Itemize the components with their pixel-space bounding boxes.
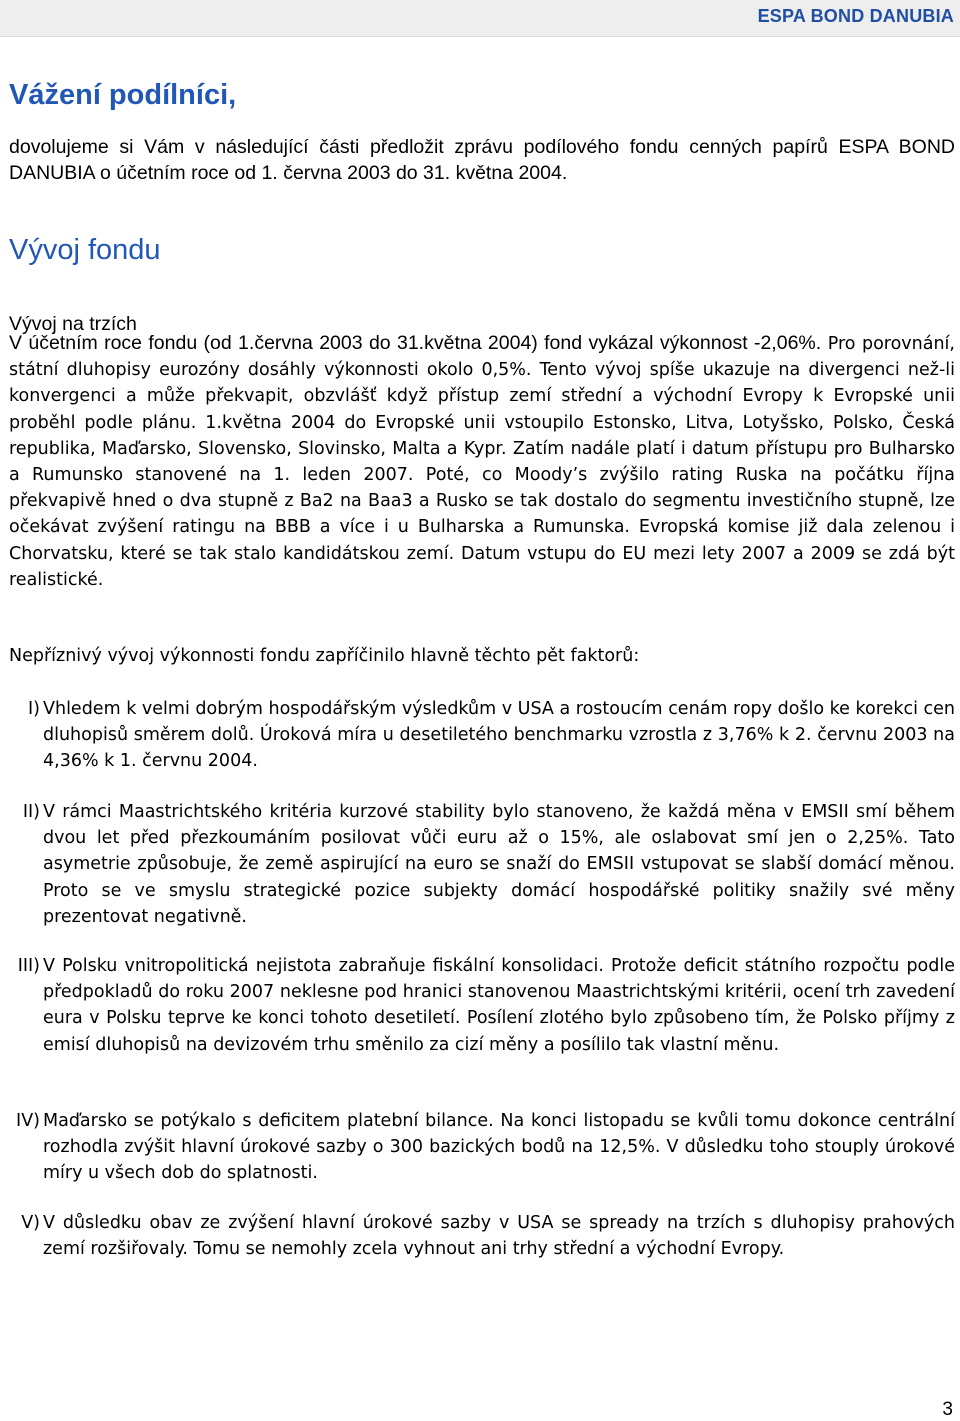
market-paragraph: [9, 330, 955, 593]
list-item-text: V rámci Maastrichtského kritéria kurzové stability bylo stanoveno, že každá měna v EMSII smí během dvou let před přezkoumáním posilovat vůči euru až o 15%, ale oslabovat smí jen o 2,25%. Tato asymetrie způsobuje, že země aspirující na euro se snaží do EMSII vstupovat se slabší domácí měnou. Proto se ve smyslu strategické pozice subjekty domácí hospodářské politiky snažily své měny prezentovat negativně.: [43, 802, 955, 927]
paragraph-rest: Pro porovnání, státní dluhopisy eurozóny dosáhly výkonnosti okolo 0,5%. Tento vývoj spíše ukazuje na divergenci než-li konvergenci a může překvapit, obzvlášť když přístup zemí střední a východní Evropy k Evropské unii proběhl podle plánu. 1.května 2004 do Evropské unii vstoupilo Estonsko, Litva, Lotyšsko, Polsko, Česká republika, Maďarsko, Slovensko, Slovinsko, Malta a Kypr. Zatím nadále platí i datum přístupu pro Bulharsko a Rumunsko stanovené na 1. leden 2007. Poté, co Moody’s zvýšilo rating Ruska na počátku října překvapivě hned o dva stupně z Ba2 na Baa3 a Rusko se tak dostalo do segmentu investičního stupně, lze očekávat zvýšení ratingu na BBB a více i u Bulharska a Rumunska. Evropská komise již dala zelenou i Chorvatsku, které se tak stalo kandidátskou zemí. Datum vstupu do EU mezi lety 2007 a 2009 se zdá být realistické.: [9, 334, 955, 590]
list-item-number: III): [17, 956, 40, 976]
list-item-text: Maďarsko se potýkalo s deficitem platební bilance. Na konci listopadu se kvůli tomu dokonce centrální rozhodla zvýšit hlavní úrokové sazby o 300 bazických bodů na 12,5%. V důsledku toho stouply úrokové míry u všech dob do splatnosti.: [43, 1111, 955, 1184]
list-item-text: V důsledku obav ze zvýšení hlavní úrokové sazby v USA se spready na trzích s dluhopisy prahových zemí rozšiřovaly. Tomu se nemohly zcela vyhnout ani trhy střední a východní Evropy.: [43, 1213, 955, 1260]
section-title: Vývoj fondu: [9, 234, 161, 266]
page-number: 3: [942, 1399, 953, 1420]
subsection-title: Vývoj na trzích: [9, 313, 137, 335]
list-item-number: IV): [16, 1111, 40, 1131]
factors-intro: Nepříznivý vývoj výkonnosti fondu zapříčinilo hlavně těchto pět faktorů:: [9, 646, 640, 666]
list-item-text: Vhledem k velmi dobrým hospodářským výsledkům v USA a rostoucím cenám ropy došlo ke korekci cen dluhopisů směrem dolů. Úroková míra u desetiletého benchmarku vzrostla z 3,76% k 2. červnu 2003 na 4,36% k 1. červnu 2004.: [43, 699, 955, 772]
paragraph-lead: V účetním roce fondu (od 1.června 2003 do 31.května 2004) fond vykázal výkonnost -2,06%.: [9, 332, 822, 354]
greeting-heading: Vážení podílníci,: [9, 79, 237, 111]
list-item-number: V): [21, 1213, 40, 1233]
header-bar: [0, 0, 960, 37]
list-item-number: II): [22, 802, 40, 822]
list-item-number: I): [28, 699, 40, 719]
list-item-text: V Polsku vnitropolitická nejistota zabraňuje fiskální konsolidaci. Protože deficit státního rozpočtu podle předpokladů do roku 2007 neklesne pod hranici stanovenou Maastrichtskými kritérii, ocení trh zavedení eura v Polsku teprve ke konci tohoto desetiletí. Posílení zlotého bylo způsobeno tím, že Polsko příjmy z emisí dluhopisů na devizovém trhu směnilo za cizí měny a posílilo tak vlastní měnu.: [43, 956, 955, 1055]
header-title: ESPA BOND DANUBIA: [757, 6, 954, 26]
intro-paragraph: dovolujeme si Vám v následující části předložit zprávu podílového fondu cenných papírů ESPA BOND DANUBIA o účetním roce od 1. června 2003 do 31. května 2004.: [9, 136, 955, 184]
